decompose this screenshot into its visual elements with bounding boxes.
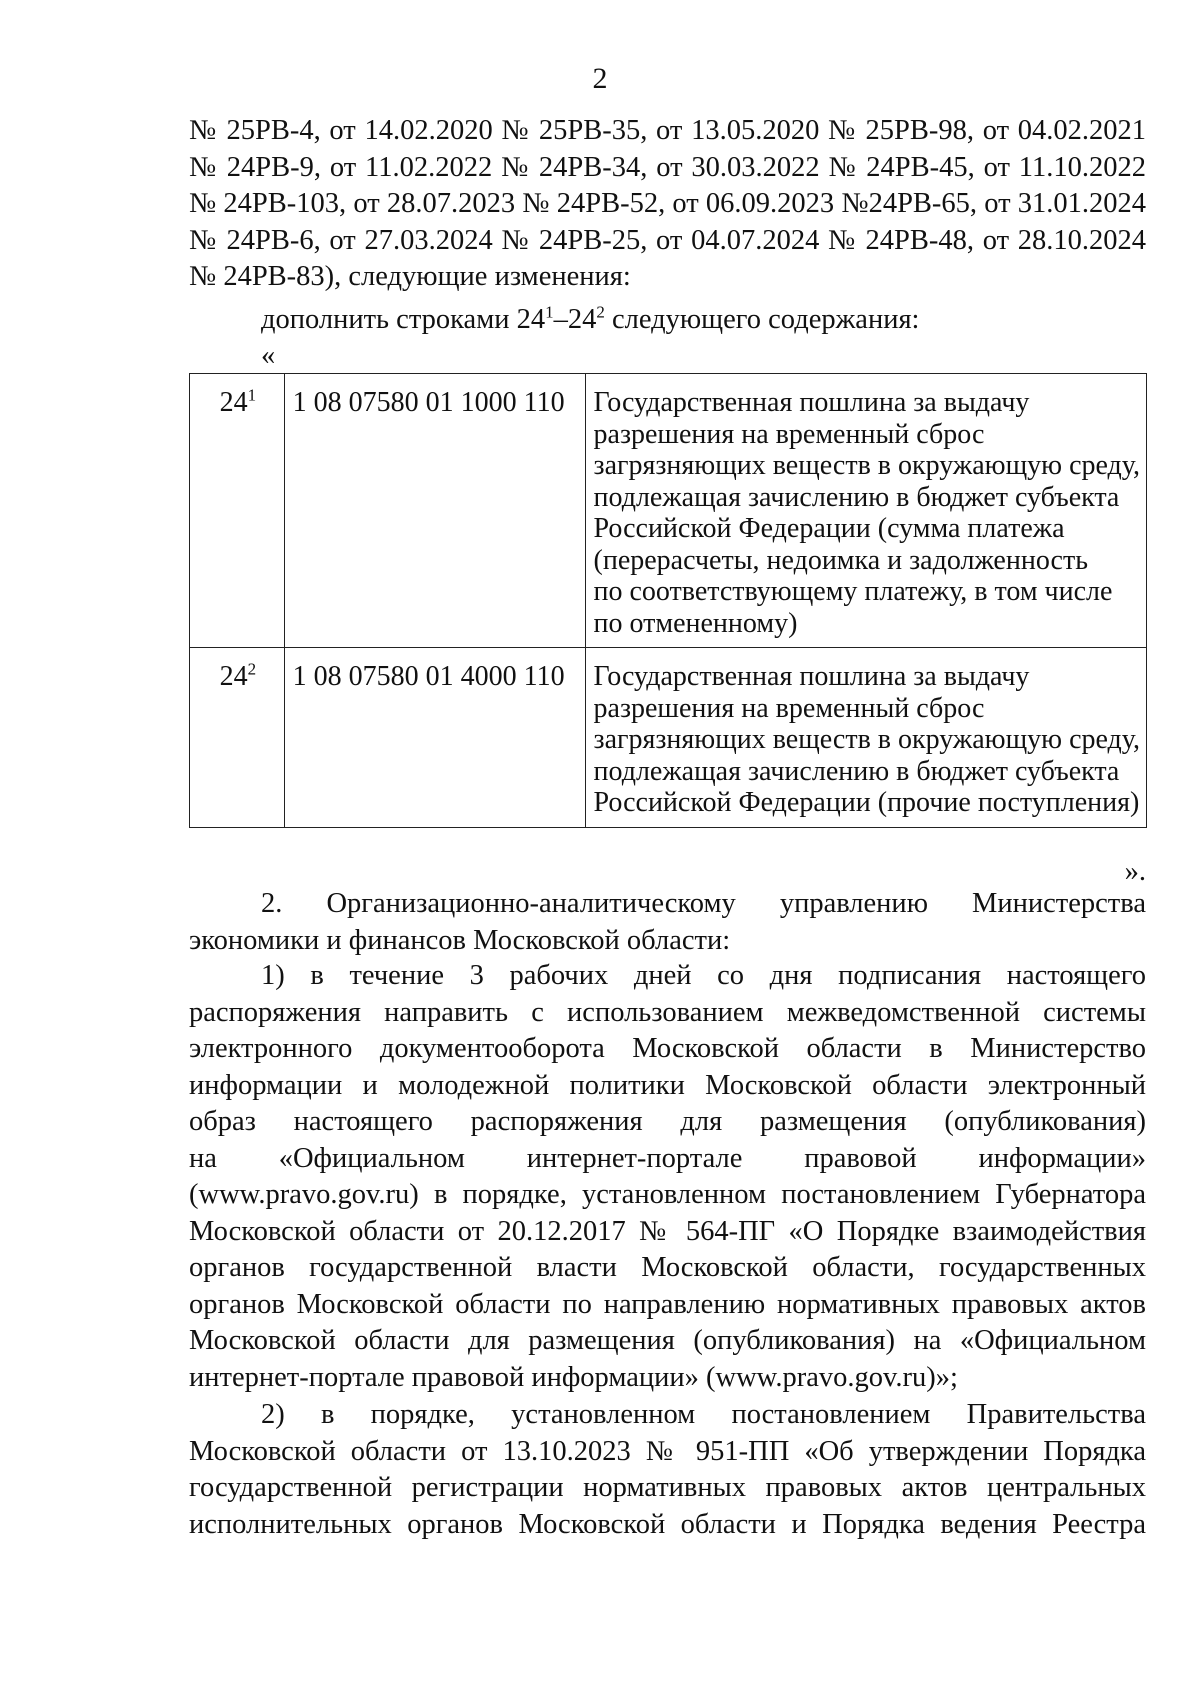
page-number: 2	[592, 62, 608, 95]
text-line: Московской области от 13.10.2023 № 951-ПП «Об утверждении Порядка	[189, 1435, 1146, 1467]
item-2-paragraph	[189, 1397, 1146, 1543]
text-line: № 24РВ-9, от 11.02.2022 № 24РВ-34, от 30.03.2022 № 24РВ-45, от 11.10.2022	[189, 151, 1146, 183]
text-line: экономики и финансов Московской области:	[189, 924, 731, 956]
description-line: загрязняющих веществ в окружающую среду,	[593, 450, 1140, 481]
description-line: разрешения на временный сброс	[593, 418, 985, 450]
row-number-cell	[190, 648, 285, 828]
row-number-sup: 1	[247, 385, 257, 405]
description-line: по соответствующему платежу, в том числе	[593, 576, 1113, 607]
table-row	[190, 648, 1147, 828]
description-line: разрешения на временный сброс	[593, 692, 985, 724]
text-line: № 24РВ-6, от 27.03.2024 № 24РВ-25, от 04.07.2024 № 24РВ-48, от 28.10.2024	[189, 224, 1146, 256]
description-line: (перерасчеты, недоимка и задолженность	[593, 544, 1088, 576]
text-line: информации и молодежной политики Московской области электронный	[189, 1069, 1146, 1101]
row-number: 24	[219, 387, 248, 418]
item-1-paragraph	[189, 958, 1146, 1396]
text-line: № 24РВ-83), следующие изменения:	[189, 261, 631, 292]
text-line: интернет-портале правовой информации» (www.pravo.gov.ru)»;	[189, 1361, 958, 1393]
text-line: 2. Организационно-аналитическому управлению Министерства	[261, 888, 1146, 919]
description-line: подлежащая зачислению в бюджет субъекта	[593, 755, 1120, 787]
budget-code-cell: 1 08 07580 01 4000 110	[284, 648, 585, 828]
text-line: № 24РВ-103, от 28.07.2023 № 24РВ-52, от 06.09.2023 №24РВ-65, от 31.01.2024	[189, 188, 1146, 219]
row-number: 24	[219, 661, 248, 692]
row-number-sup: 2	[247, 659, 257, 679]
description-line: Государственная пошлина за выдачу	[593, 387, 1030, 418]
description-line: Российской Федерации (прочие поступления)	[593, 787, 1140, 818]
supplement-sup1: 1	[545, 302, 554, 322]
intro-paragraph	[189, 113, 1146, 296]
open-quote: «	[261, 340, 276, 371]
description-line: по отмененному)	[593, 607, 798, 639]
text-line: исполнительных органов Московской области и Порядка ведения Реестра	[189, 1508, 1146, 1540]
text-line: образ настоящего распоряжения для размещения (опубликования)	[189, 1106, 1146, 1137]
text-line: органов Московской области по направлению нормативных правовых актов	[189, 1288, 1146, 1320]
supplement-line	[261, 302, 919, 339]
text-line: 2) в порядке, установленном постановлением Правительства	[261, 1399, 1146, 1430]
budget-codes-table	[189, 373, 1147, 828]
supplement-after: следующего содержания:	[604, 304, 920, 335]
description-cell	[585, 374, 1146, 648]
text-line: Московской области для размещения (опубликования) на «Официальном	[189, 1325, 1146, 1356]
text-line: распоряжения направить с использованием межведомственной системы	[189, 996, 1146, 1028]
description-line: загрязняющих веществ в окружающую среду,	[593, 724, 1140, 755]
text-line: Московской области от 20.12.2017 № 564-ПГ «О Порядке взаимодействия	[189, 1215, 1146, 1247]
description-line: Российской Федерации (сумма платежа	[593, 513, 1065, 544]
supplement-sup2: 2	[596, 302, 605, 322]
close-quote: ».	[1124, 856, 1146, 887]
table-row	[190, 374, 1147, 648]
description-line: Государственная пошлина за выдачу	[593, 661, 1030, 692]
text-line: № 25РВ-4, от 14.02.2020 № 25РВ-35, от 13.05.2020 № 25РВ-98, от 04.02.2021	[189, 115, 1146, 146]
budget-code-cell: 1 08 07580 01 1000 110	[284, 374, 585, 648]
section-2-paragraph	[189, 886, 1146, 959]
text-line: (www.pravo.gov.ru) в порядке, установленном постановлением Губернатора	[189, 1179, 1146, 1210]
description-line: подлежащая зачислению в бюджет субъекта	[593, 481, 1120, 513]
text-line: 1) в течение 3 рабочих дней со дня подписания настоящего	[261, 960, 1146, 991]
row-number-cell	[190, 374, 285, 648]
description-cell	[585, 648, 1146, 828]
text-line: органов государственной власти Московской области, государственных	[189, 1252, 1146, 1283]
text-line: электронного документооборота Московской области в Министерство	[189, 1033, 1146, 1064]
text-line: государственной регистрации нормативных правовых актов центральных	[189, 1472, 1146, 1503]
supplement-before: дополнить строками 24	[261, 304, 546, 335]
supplement-dash: –24	[553, 304, 597, 335]
text-line: на «Официальном интернет-портале правовой информации»	[189, 1142, 1146, 1174]
